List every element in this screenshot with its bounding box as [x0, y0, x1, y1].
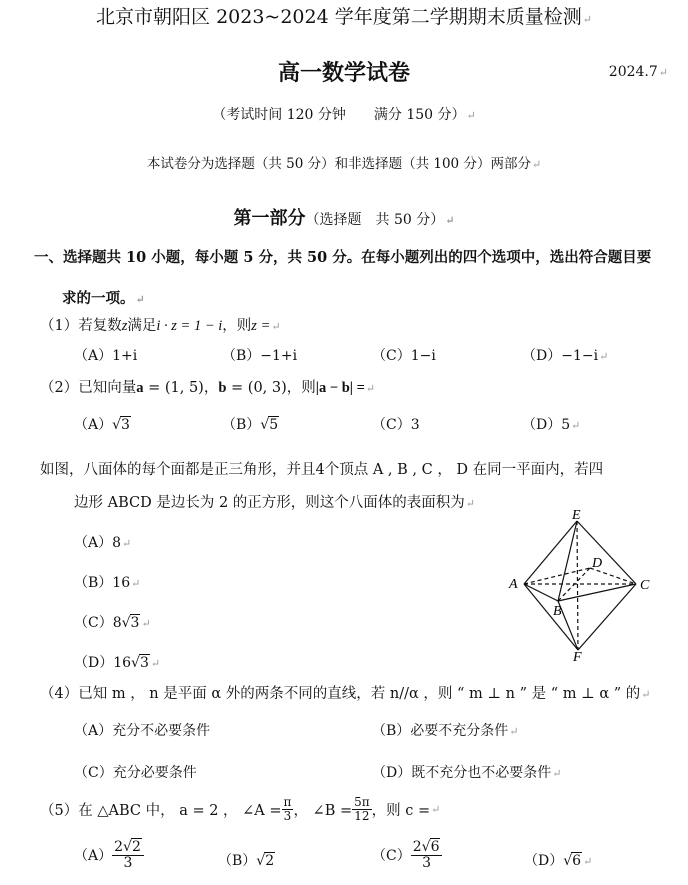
fraction-pi-over-3: $\frac{\pi}{3}$	[283, 795, 292, 823]
q5-option-a: （A） $\frac{2√2}{3}$	[74, 840, 144, 870]
exam-date: 2024.7↵	[608, 64, 668, 80]
edge-cf	[578, 584, 636, 650]
paragraph-mark: ↵	[271, 320, 281, 333]
exam-time-info: （考试时间 120 分钟 满分 150 分）↵	[212, 107, 476, 123]
paper-intro: 本试卷分为选择题（共 50 分）和非选择题（共 100 分）两部分↵	[146, 156, 542, 172]
paragraph-mark: ↵	[466, 109, 476, 122]
q5-option-b: （B）√2	[218, 853, 275, 869]
section1-instruction-cont: 求的一项。↵	[62, 290, 145, 307]
q2-option-c: （C）3	[372, 417, 420, 433]
vertex-label-d: D	[592, 556, 603, 571]
q1-option-c: （C）1−i	[372, 348, 436, 364]
paragraph-mark: ↵	[531, 158, 542, 171]
paragraph-mark: ↵	[658, 66, 668, 79]
vertex-label-a: A	[509, 577, 518, 592]
question-5: （5） 在 △ABC 中， a = 2 ， ∠A = $\frac{\pi}{3}$ ， ∠B = $\frac{5\pi}{12}$ ，则 c = ↵	[40, 795, 441, 823]
q2-option-d: （D）5↵	[522, 417, 581, 433]
question-1: （1）若复数z满足i · z = 1 − i，则z =↵	[40, 318, 281, 334]
question-3-line1: 如图，八面体的每个面都是正三角形，并且4个顶点 A , B , C ， D 在同一平面内，若四	[40, 462, 604, 478]
q4-option-a: （A）充分不必要条件	[74, 723, 211, 739]
edge-bc	[558, 584, 636, 601]
q5-option-d: （D）√6 ↵	[524, 853, 593, 869]
q4-option-d: （D）既不充分也不必要条件↵	[372, 765, 562, 781]
edge-ab	[524, 584, 558, 601]
paragraph-mark: ↵	[552, 767, 562, 780]
q3-option-a: （A）8↵	[74, 535, 132, 551]
question-4: （4）已知 m ， n 是平面 α 外的两条不同的直线，若 n//α ，则 “ m ⊥ n ” 是 “ m ⊥ α ” 的↵	[40, 686, 651, 702]
q2-option-a: （A）√3	[74, 417, 130, 433]
paragraph-mark: ↵	[582, 13, 592, 26]
vertex-label-f: F	[573, 650, 582, 665]
q4-option-b: （B）必要不充分条件↵	[372, 723, 519, 739]
q3-option-b: （B）16↵	[74, 575, 141, 591]
question-2: （2）已知向量a = (1, 5)，b = (0, 3)，则|a − b| =↵	[40, 380, 376, 396]
paragraph-mark: ↵	[150, 657, 161, 670]
paper-title: 高一数学试卷	[277, 60, 410, 86]
q3-option-d: （D）16√3 ↵	[74, 655, 161, 671]
vertex-label-e: E	[572, 508, 581, 523]
part1-title: 第一部分（选择题 共 50 分）↵	[233, 208, 455, 229]
edge-ad	[524, 568, 590, 584]
vertex-label-c: C	[640, 578, 650, 593]
paragraph-mark: ↵	[571, 419, 581, 432]
q3-option-c: （C）8√3 ↵	[74, 615, 151, 631]
octahedron-figure	[500, 505, 660, 665]
paragraph-mark: ↵	[431, 802, 441, 816]
paragraph-mark: ↵	[131, 577, 141, 590]
edge-af	[524, 584, 578, 650]
q1-option-d: （D）−1−i↵	[522, 348, 609, 364]
paragraph-mark: ↵	[365, 382, 376, 395]
q4-option-c: （C）充分必要条件	[74, 765, 197, 781]
paragraph-mark: ↵	[465, 497, 475, 510]
fraction-5pi-over-12: $\frac{5\pi}{12}$	[354, 795, 370, 823]
edge-ef	[577, 521, 578, 650]
exam-header: 北京市朝阳区 2023~2024 学年度第二学期期末质量检测↵	[96, 6, 592, 28]
paragraph-mark: ↵	[445, 214, 455, 227]
q2-option-b: （B）√5	[222, 417, 279, 433]
vertex-label-b: B	[553, 604, 562, 619]
question-3-line2: 边形 ABCD 是边长为 2 的正方形，则这个八面体的表面积为↵	[74, 495, 475, 511]
q5-option-c: （C） $\frac{2√6}{3}$	[372, 840, 442, 870]
paragraph-mark: ↵	[122, 537, 132, 550]
section1-instruction: 一、选择题共 10 小题，每小题 5 分，共 50 分。在每小题列出的四个选项中，选出符合题目要	[34, 249, 652, 266]
q1-option-a: （A）1+i	[74, 348, 138, 364]
paragraph-mark: ↵	[509, 725, 519, 738]
edge-ec	[577, 521, 636, 584]
paragraph-mark: ↵	[599, 350, 609, 363]
paragraph-mark: ↵	[135, 293, 145, 306]
paragraph-mark: ↵	[141, 617, 151, 630]
paragraph-mark: ↵	[641, 688, 651, 701]
paragraph-mark: ↵	[583, 855, 593, 868]
q1-option-b: （B）−1+i	[222, 348, 298, 364]
